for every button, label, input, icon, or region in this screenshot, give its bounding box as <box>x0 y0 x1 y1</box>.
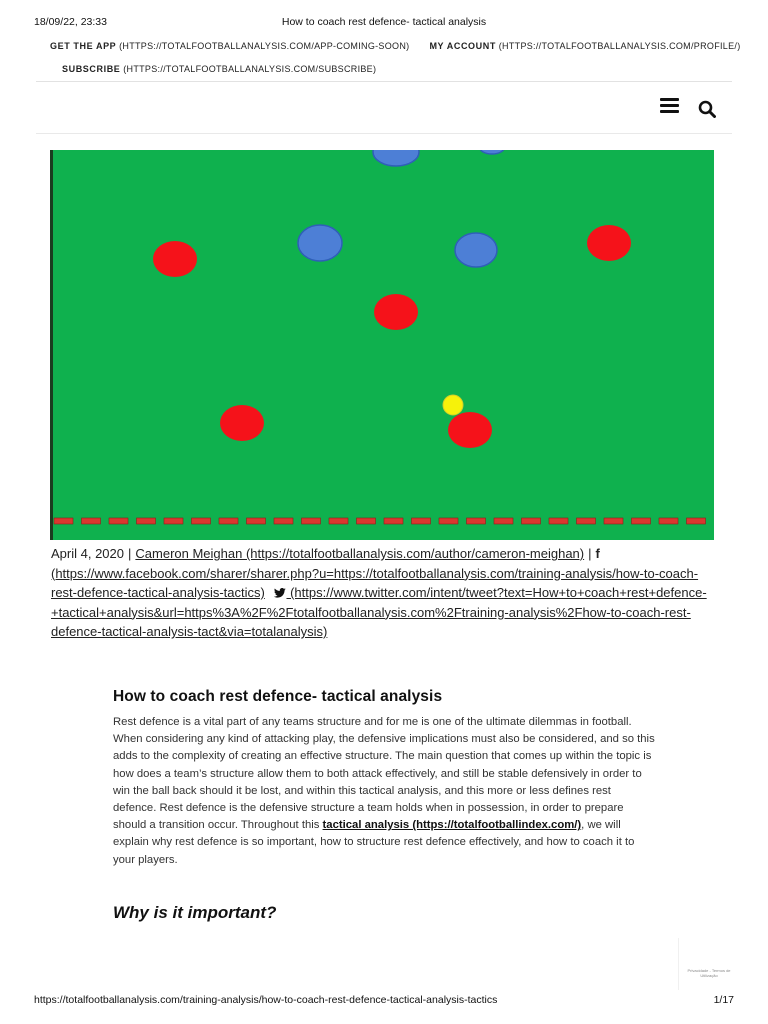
dash-segment <box>522 518 541 524</box>
dash-segment <box>302 518 321 524</box>
dash-segment <box>54 518 73 524</box>
tactical-analysis-link[interactable]: tactical analysis (https://totalfootballindex.com/) <box>322 819 582 832</box>
ball-marker <box>443 395 463 415</box>
top-utility-bar <box>50 41 741 51</box>
nav-divider <box>36 133 732 134</box>
dash-segment <box>109 518 128 524</box>
ad-privacy-text[interactable]: Privacidade - Termos de Utilização <box>687 968 731 978</box>
red-player-marker <box>587 225 631 261</box>
dash-segment <box>467 518 486 524</box>
header-divider <box>36 81 732 82</box>
facebook-share-link[interactable]: (https://www.facebook.com/sharer/sharer.php?u=https://totalfootballanalysis.com/training-analysis/how-to-coach-rest-defence-tactical-analysis-tactics) <box>51 565 699 600</box>
twitter-icon[interactable] <box>274 588 286 598</box>
article-title: How to coach rest defence- tactical analysis <box>113 688 443 705</box>
dash-segment <box>164 518 183 524</box>
facebook-icon[interactable]: f <box>595 546 600 561</box>
dash-segment <box>384 518 403 524</box>
dash-segment <box>192 518 211 524</box>
dash-segment <box>219 518 238 524</box>
page-number: 1/17 <box>713 994 734 1006</box>
subscribe-link[interactable]: SUBSCRIBE (HTTPS://TOTALFOOTBALLANALYSIS.COM/SUBSCRIBE) <box>62 64 377 74</box>
dash-segment <box>687 518 706 524</box>
ad-placeholder <box>678 938 738 990</box>
blue-player-marker <box>298 225 342 261</box>
red-player-marker <box>153 241 197 277</box>
section-heading: Why is it important? <box>113 903 277 922</box>
dash-segment <box>577 518 596 524</box>
pitch-left-edge <box>50 150 53 540</box>
dash-segment <box>357 518 376 524</box>
print-url: https://totalfootballanalysis.com/training-analysis/how-to-coach-rest-defence-tactical-analysis-tactics <box>34 994 498 1006</box>
subscribe-bar <box>62 64 376 74</box>
dash-segment <box>549 518 568 524</box>
red-player-marker <box>374 294 418 330</box>
pitch-background <box>50 150 714 540</box>
article-meta: April 4, 2020 | Cameron Meighan (https://totalfootballanalysis.com/author/cameron-meighan) | f (https://www.facebook.com/sharer/sharer.php?u=https://totalfootballanalysis.com/training-analysis/how-to-coach-rest-defence-tactical-analysis-tactics) (https://www.twitter.com/intent/tweet?text=How+to+coach+rest+defence-+tactical+analysis&url=https%3A%2F%2Ftotalfootballanalysis.com%2Ftraining-analysis%2Fhow-to-coach-rest-defence-tactical-analysis-tact&via=totalanalysis) <box>51 546 707 639</box>
dash-segment <box>247 518 266 524</box>
print-timestamp: 18/09/22, 23:33 <box>34 16 107 28</box>
author-link[interactable]: Cameron Meighan (https://totalfootballanalysis.com/author/cameron-meighan) <box>135 546 585 561</box>
my-account-link[interactable]: MY ACCOUNT (HTTPS://TOTALFOOTBALLANALYSIS.COM/PROFILE/) <box>429 41 741 51</box>
hero-tactics-image <box>50 150 714 540</box>
dash-segment <box>412 518 431 524</box>
dash-segment <box>137 518 156 524</box>
get-the-app-link[interactable]: GET THE APP (HTTPS://TOTALFOOTBALLANALYSIS.COM/APP-COMING-SOON) <box>50 41 410 51</box>
dash-segment <box>494 518 513 524</box>
twitter-share-link[interactable]: (https://www.twitter.com/intent/tweet?text=How+to+coach+rest+defence-+tactical+analysis&url=https%3A%2F%2Ftotalfootballanalysis.com%2Ftraining-analysis%2Fhow-to-coach-rest-defence-tactical-analysis-tact&via=totalanalysis) <box>51 585 707 639</box>
dash-segment <box>82 518 101 524</box>
dash-segment <box>604 518 623 524</box>
dash-segment <box>439 518 458 524</box>
red-player-marker <box>448 412 492 448</box>
dash-segment <box>659 518 678 524</box>
dash-segment <box>274 518 293 524</box>
print-footer <box>34 994 734 1006</box>
publish-date: April 4, 2020 <box>51 546 124 561</box>
dash-segment <box>329 518 348 524</box>
print-page-title: How to coach rest defence- tactical analysis <box>281 16 487 28</box>
menu-icon[interactable] <box>660 98 679 113</box>
search-icon[interactable] <box>698 100 716 118</box>
dash-segment <box>632 518 651 524</box>
article-body: Rest defence is a vital part of any teams structure and for me is one of the ultimate dilemmas in football. When considering any kind of attacking play, the defensive implications must also be considered, and so this adds to the complexity of creating an effective structure. The main question that comes up within the topic is how does a team’s structure allow them to both attack effectively, and still be stable defensively in order to win the ball back should it be lost, and within this tactical analysis, and this more or less defines rest defence. Rest defence is the defensive structure a team holds when in possession, in order to prepare should a transition occur. Throughout this tactical analysis (https://totalfootballindex.com/), we will explain why rest defence is so important, how to structure rest defence effectively, and how to coach it to your players. <box>113 716 655 866</box>
red-player-marker <box>220 405 264 441</box>
blue-player-marker <box>455 233 497 267</box>
